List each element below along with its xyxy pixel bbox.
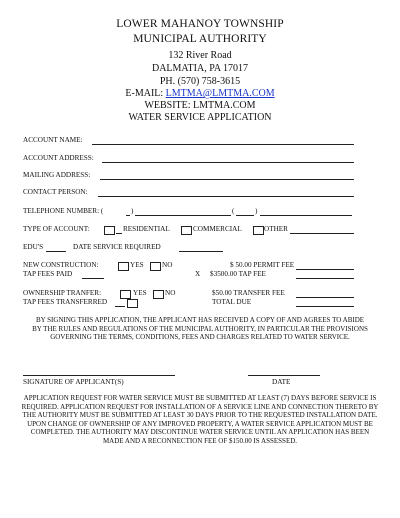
- total-due-label: TOTAL DUE: [212, 298, 252, 306]
- telephone-number-field[interactable]: [135, 215, 231, 216]
- account-name-field[interactable]: [92, 144, 354, 145]
- new-construction-label: NEW CONSTRUCTION:: [23, 261, 99, 269]
- email-link[interactable]: LMTMA@LMTMA.COM: [165, 88, 275, 99]
- commercial-checkbox[interactable]: [181, 226, 192, 235]
- tap-fees-transferred-checkbox[interactable]: [127, 299, 138, 308]
- tap-fees-transferred-label: TAP FEES TRANSFERRED: [23, 298, 108, 306]
- org-website: WEBSITE: LMTMA.COM: [144, 100, 256, 111]
- signature-field[interactable]: [23, 375, 175, 376]
- telephone-area-code-2-field[interactable]: [236, 215, 254, 216]
- permit-fee-field[interactable]: [296, 269, 354, 270]
- signature-label: SIGNATURE OF APPLICANT(S): [23, 378, 124, 386]
- other-checkbox[interactable]: [253, 226, 264, 235]
- org-name-line1: LOWER MAHANOY TOWNSHIP: [116, 18, 284, 30]
- agreement-paragraph: BY SIGNING THIS APPLICATION, THE APPLICANT HAS RECEIVED A COPY OF AND AGREES TO ABIDE BY THE RULES AND REGULATIONS OF THE MUNICIPAL AUTHORITY, IN PARTICULAR THE PROVISIONS GOVERNING THE TERMS, CONDITIONS, FEES AND CHARGES RELATED TO WATER SERVICE.: [32, 316, 368, 342]
- form-title: WATER SERVICE APPLICATION: [128, 112, 272, 123]
- new-construction-yes-label: YES: [130, 261, 144, 269]
- new-construction-no-checkbox[interactable]: [150, 262, 161, 271]
- residential-underline: [116, 233, 122, 234]
- ownership-transfer-label: OWNERSHIP TRANFER:: [23, 289, 102, 297]
- telephone-paren-close-2: ): [255, 207, 258, 215]
- account-address-label: ACCOUNT ADDRESS:: [23, 154, 94, 162]
- permit-fee-label: $ 50.00 PERMIT FEE: [230, 261, 295, 269]
- edus-label: EDU'S: [23, 243, 44, 251]
- tap-fees-paid-field[interactable]: [82, 278, 104, 279]
- tap-fees-paid-label: TAP FEES PAID: [23, 270, 73, 278]
- signature-date-label: DATE: [272, 378, 291, 386]
- date-service-required-field[interactable]: [179, 251, 223, 252]
- account-address-field[interactable]: [102, 162, 354, 163]
- telephone-number-2-field[interactable]: [260, 215, 352, 216]
- email-label: E-MAIL:: [125, 88, 166, 99]
- contact-person-field[interactable]: [98, 196, 354, 197]
- residential-label: RESIDENTIAL: [123, 225, 170, 233]
- other-field[interactable]: [290, 233, 354, 234]
- account-name-label: ACCOUNT NAME:: [23, 136, 83, 144]
- tap-fee-field[interactable]: [296, 278, 354, 279]
- total-due-field[interactable]: [296, 306, 354, 307]
- org-name-line2: MUNICIPAL AUTHORITY: [133, 33, 267, 45]
- other-label: OTHER: [264, 225, 288, 233]
- commercial-label: COMMERCIAL: [193, 225, 242, 233]
- org-email-line: [0, 88, 400, 99]
- contact-person-label: CONTACT PERSON:: [23, 188, 88, 196]
- telephone-label: TELEPHONE NUMBER: (: [23, 207, 104, 215]
- org-city: DALMATIA, PA 17017: [151, 63, 249, 74]
- edus-field[interactable]: [46, 251, 66, 252]
- type-of-account-label: TYPE OF ACCOUNT:: [23, 225, 90, 233]
- telephone-paren-close-1: ): [131, 207, 134, 215]
- notice-paragraph: APPLICATION REQUEST FOR WATER SERVICE MUST BE SUBMITTED AT LEAST (7) DAYS BEFORE SERVICE IS REQUIRED. APPLICATION REQUEST FOR INSTALLATION OF A SERVICE LINE AND CONNECTION THERETO BY THE AUTHORITY MUST BE SUBMITTED AT LEAST 30 DAYS PRIOR TO THE REQUESTED INSTALLATION DATE. UPON CHANGE OF OWNERSHIP OF ANY IMPROVED PROPERTY, A WATER SERVICE APPLICATION MUST BE COMPLETED. THE AUTHORITY MAY DISCONTINUE WATER SERVICE UNTIL AN APPLICATION HAS BEEN MADE AND A RECONNECTION FEE OF $150.00 IS ASSESSED.: [21, 394, 379, 445]
- date-service-required-label: DATE SERVICE REQUIRED: [73, 243, 161, 251]
- transfer-fee-field[interactable]: [296, 297, 354, 298]
- tap-fee-x-mark: X: [195, 270, 201, 278]
- new-construction-yes-checkbox[interactable]: [118, 262, 129, 271]
- mailing-address-field[interactable]: [100, 179, 354, 180]
- tap-fee-label: $3500.00 TAP FEE: [210, 270, 266, 278]
- telephone-paren-open-2: (: [232, 207, 235, 215]
- mailing-address-label: MAILING ADDRESS:: [23, 171, 91, 179]
- ownership-transfer-no-checkbox[interactable]: [153, 290, 164, 299]
- new-construction-no-label: NO: [162, 261, 173, 269]
- telephone-area-code-field[interactable]: [126, 215, 130, 216]
- tap-fees-transferred-field[interactable]: [115, 306, 125, 307]
- org-phone: PH. (570) 758-3615: [159, 76, 241, 87]
- ownership-transfer-yes-label: YES: [133, 289, 147, 297]
- ownership-transfer-yes-checkbox[interactable]: [120, 290, 131, 299]
- org-street: 132 River Road: [168, 50, 232, 61]
- transfer-fee-label: $50.00 TRANSFER FEE: [212, 289, 285, 297]
- signature-date-field[interactable]: [248, 375, 320, 376]
- ownership-transfer-no-label: NO: [165, 289, 176, 297]
- residential-checkbox[interactable]: [104, 226, 115, 235]
